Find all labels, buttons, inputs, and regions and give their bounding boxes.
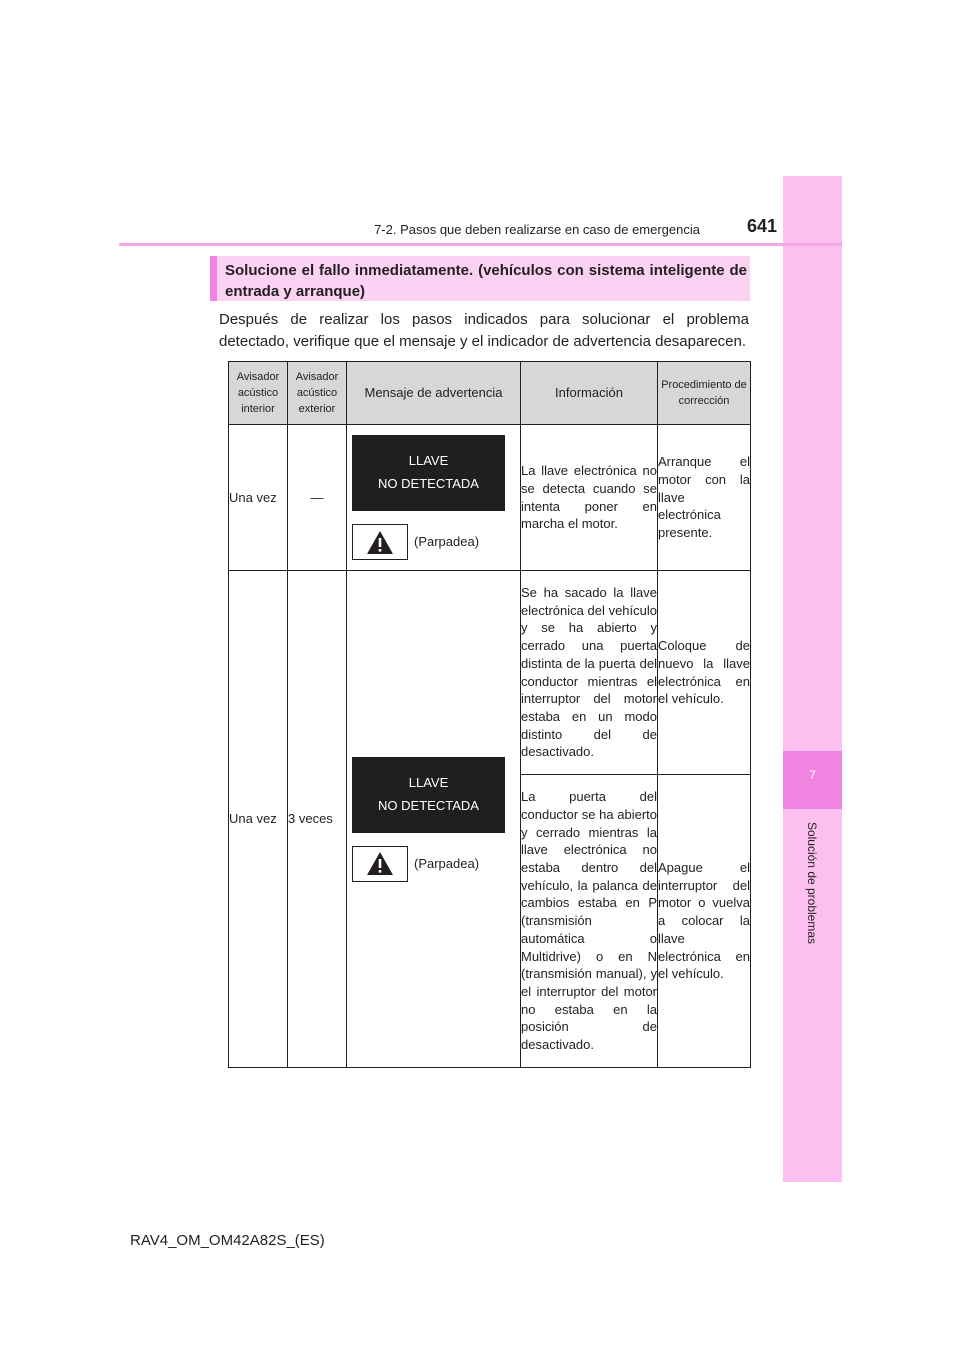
row2-interior: Una vez [229,571,288,1068]
row2-message [347,571,521,1068]
chapter-number: 7 [809,768,816,782]
chapter-label: Solución de problemas [805,821,819,945]
header-warning-message: Mensaje de advertencia [347,362,521,425]
header-exterior-buzzer: Avisador acústico exterior [288,362,347,425]
warning-triangle-icon [352,846,408,882]
page-number: 641 [746,216,777,236]
display-line1: LLAVE [408,774,449,790]
table-row [229,425,751,571]
table-header-row [229,362,751,425]
warning-indicator-row [352,524,520,560]
display-line1: LLAVE [408,453,449,468]
row3-procedure: Apague el interruptor del motor o vuelva a colocar la llave electrónica en el vehículo. [658,775,751,1068]
row2-procedure: Coloque de nuevo la llave electrónica en el vehículo. [658,571,751,775]
warning-indicator-row [352,846,520,882]
blink-label: (Parpadea) [414,855,480,871]
row1-message [347,425,521,571]
row1-procedure: Arranque el motor con la llave electrónica presente. [658,425,751,571]
header-interior-buzzer: Avisador acústico interior [229,362,288,425]
row1-interior: Una vez [229,425,288,571]
key-not-detected-display [352,757,505,833]
display-line2: NO DETECTADA [378,476,479,491]
manual-code-footer: RAV4_OM_OM42A82S_(ES) [130,1232,325,1249]
row1-exterior [288,425,347,571]
section-heading-box [210,256,750,301]
header-section-title: 7-2. Pasos que deben realizarse en caso de emergencia [374,222,700,237]
section-heading: Solucione el fallo inmediatamente. (vehículos con sistema inteligente de entrada y arranque) [225,262,747,300]
header-rule [119,243,842,246]
row1-exterior-dash: — [310,489,324,505]
row2-information: Se ha sacado la llave electrónica del vehículo y se ha abierto y cerrado una puerta distinta de la puerta del conductor mientras el interruptor del motor estaba en un modo distinto del de desactivado. [521,571,658,775]
blink-label: (Parpadea) [414,534,480,550]
row1-information: La llave electrónica no se detecta cuando se intenta poner en marcha el motor. [521,425,658,571]
header-procedure: Procedimiento de corrección [658,362,751,425]
display-line2: NO DETECTADA [378,797,479,813]
row2-exterior: 3 veces [288,571,347,1068]
chapter-side-tab [783,176,842,1182]
key-not-detected-display [352,435,505,511]
warning-table [228,361,751,1068]
table-row [229,571,751,775]
header-information: Información [521,362,658,425]
intro-paragraph: Después de realizar los pasos indicados para solucionar el problema detectado, verifique que el mensaje y el indicador de advertencia desaparecen. [219,311,749,350]
warning-triangle-icon [352,524,408,560]
row3-information: La puerta del conductor se ha abierto y cerrado mientras la llave electrónica no estaba dentro del vehículo, la palanca de cambios estaba en P (transmisión automática o Multidrive) o en N (transmisión manual), y el interruptor del motor no estaba en la posición de desactivado. [521,775,658,1068]
